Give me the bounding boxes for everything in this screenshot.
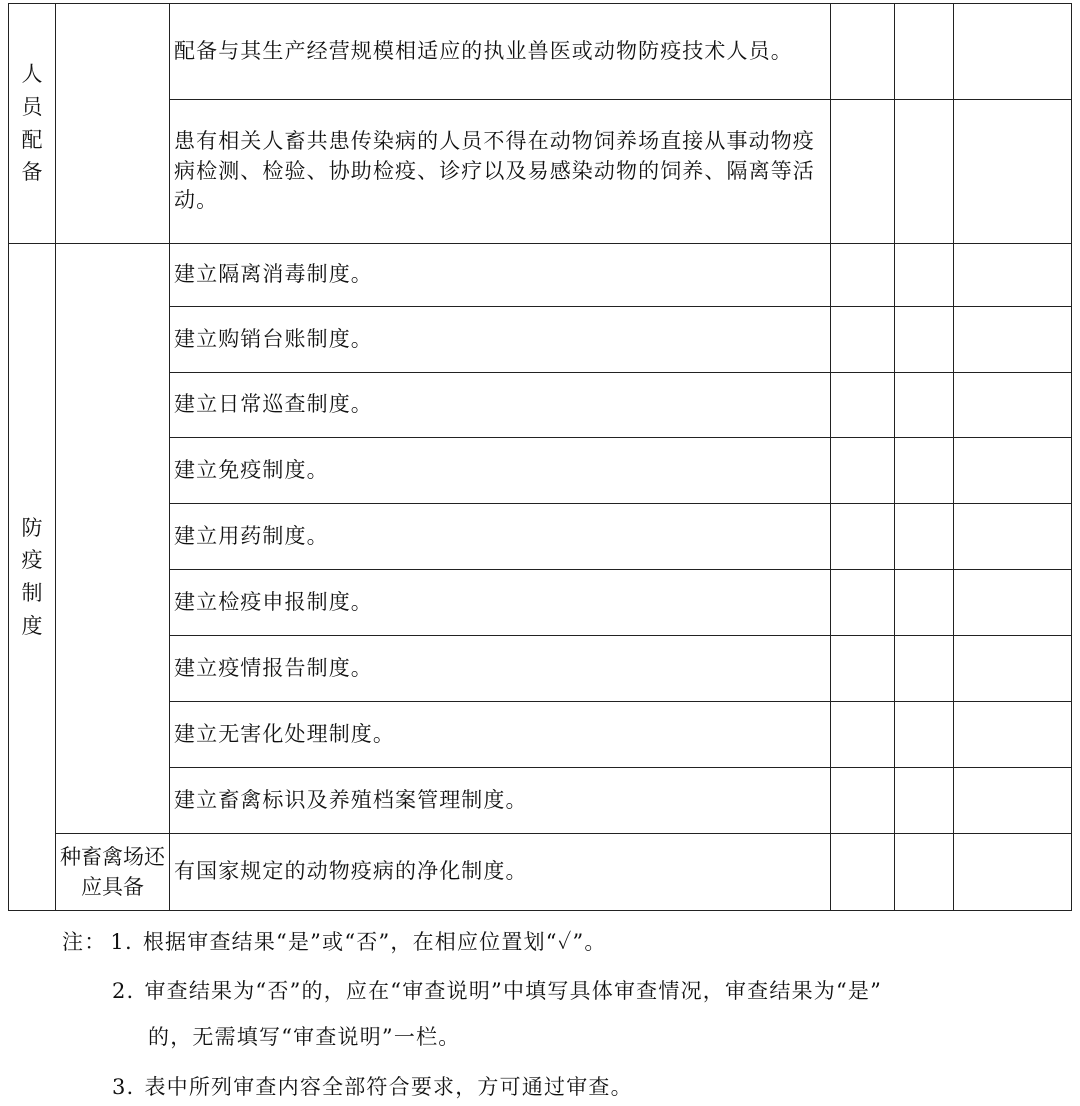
category-cell-epidemic bbox=[9, 244, 56, 911]
requirement-cell: 建立畜禽标识及养殖档案管理制度。 bbox=[170, 768, 831, 834]
note-text: 审查结果为“否”的，应在“审查说明”中填写具体审查情况，审查结果为“是” bbox=[144, 979, 883, 1003]
requirement-cell: 建立免疫制度。 bbox=[170, 438, 831, 504]
review-note-cell[interactable] bbox=[954, 768, 1072, 834]
result-no-cell[interactable] bbox=[895, 100, 954, 244]
result-yes-cell[interactable] bbox=[831, 570, 895, 636]
review-table bbox=[8, 3, 1072, 911]
result-no-cell[interactable] bbox=[895, 636, 954, 702]
review-note-cell[interactable] bbox=[954, 504, 1072, 570]
result-yes-cell[interactable] bbox=[831, 768, 895, 834]
subcategory-cell bbox=[56, 4, 170, 244]
note-text: 的，无需填写“审查说明”一栏。 bbox=[148, 1025, 461, 1049]
result-yes-cell[interactable] bbox=[831, 834, 895, 911]
note-text: 表中所列审查内容全部符合要求，方可通过审查。 bbox=[144, 1075, 633, 1099]
result-yes-cell[interactable] bbox=[831, 373, 895, 438]
result-no-cell[interactable] bbox=[895, 438, 954, 504]
result-yes-cell[interactable] bbox=[831, 438, 895, 504]
result-yes-cell[interactable] bbox=[831, 504, 895, 570]
notes-prefix: 注： bbox=[62, 930, 107, 954]
review-note-cell[interactable] bbox=[954, 438, 1072, 504]
review-note-cell[interactable] bbox=[954, 307, 1072, 373]
requirement-cell: 建立日常巡查制度。 bbox=[170, 373, 831, 438]
result-no-cell[interactable] bbox=[895, 373, 954, 438]
result-no-cell[interactable] bbox=[895, 307, 954, 373]
review-note-cell[interactable] bbox=[954, 373, 1072, 438]
requirement-cell: 建立用药制度。 bbox=[170, 504, 831, 570]
requirement-cell: 建立检疫申报制度。 bbox=[170, 570, 831, 636]
requirement-cell: 建立隔离消毒制度。 bbox=[170, 244, 831, 307]
result-no-cell[interactable] bbox=[895, 244, 954, 307]
note-number: 1. bbox=[110, 930, 133, 954]
note-2 bbox=[112, 975, 882, 1005]
result-yes-cell[interactable] bbox=[831, 4, 895, 100]
result-yes-cell[interactable] bbox=[831, 100, 895, 244]
result-no-cell[interactable] bbox=[895, 504, 954, 570]
table-row bbox=[9, 834, 1072, 911]
review-note-cell[interactable] bbox=[954, 244, 1072, 307]
review-note-cell[interactable] bbox=[954, 702, 1072, 768]
result-yes-cell[interactable] bbox=[831, 307, 895, 373]
requirement-cell: 建立疫情报告制度。 bbox=[170, 636, 831, 702]
table-row bbox=[9, 4, 1072, 100]
result-no-cell[interactable] bbox=[895, 834, 954, 911]
note-number: 2. bbox=[112, 979, 135, 1003]
result-no-cell[interactable] bbox=[895, 4, 954, 100]
category-label: 人员配备 bbox=[21, 62, 43, 185]
note-text: 根据审查结果“是”或“否”，在相应位置划“✓”。 bbox=[142, 930, 607, 954]
result-no-cell[interactable] bbox=[895, 570, 954, 636]
subcategory-cell bbox=[56, 244, 170, 834]
review-note-cell[interactable] bbox=[954, 4, 1072, 100]
note-number: 3. bbox=[112, 1075, 135, 1099]
review-note-cell[interactable] bbox=[954, 636, 1072, 702]
note-3 bbox=[112, 1071, 633, 1101]
result-yes-cell[interactable] bbox=[831, 636, 895, 702]
result-no-cell[interactable] bbox=[895, 768, 954, 834]
review-note-cell[interactable] bbox=[954, 100, 1072, 244]
requirement-cell: 患有相关人畜共患传染病的人员不得在动物饲养场直接从事动物疫病检测、检验、协助检疫、诊疗以及易感染动物的饲养、隔离等活动。 bbox=[170, 100, 831, 244]
category-label: 防疫制度 bbox=[21, 515, 43, 638]
result-no-cell[interactable] bbox=[895, 702, 954, 768]
requirement-cell: 配备与其生产经营规模相适应的执业兽医或动物防疫技术人员。 bbox=[170, 4, 831, 100]
category-cell-staffing bbox=[9, 4, 56, 244]
table-row bbox=[9, 244, 1072, 307]
requirement-cell: 建立购销台账制度。 bbox=[170, 307, 831, 373]
subcategory-cell-breeding: 种畜禽场还应具备 bbox=[56, 834, 170, 911]
note-1 bbox=[62, 926, 607, 956]
result-yes-cell[interactable] bbox=[831, 702, 895, 768]
result-yes-cell[interactable] bbox=[831, 244, 895, 307]
review-note-cell[interactable] bbox=[954, 834, 1072, 911]
requirement-cell: 有国家规定的动物疫病的净化制度。 bbox=[170, 834, 831, 911]
note-2-continued bbox=[148, 1021, 460, 1051]
requirement-cell: 建立无害化处理制度。 bbox=[170, 702, 831, 768]
review-note-cell[interactable] bbox=[954, 570, 1072, 636]
